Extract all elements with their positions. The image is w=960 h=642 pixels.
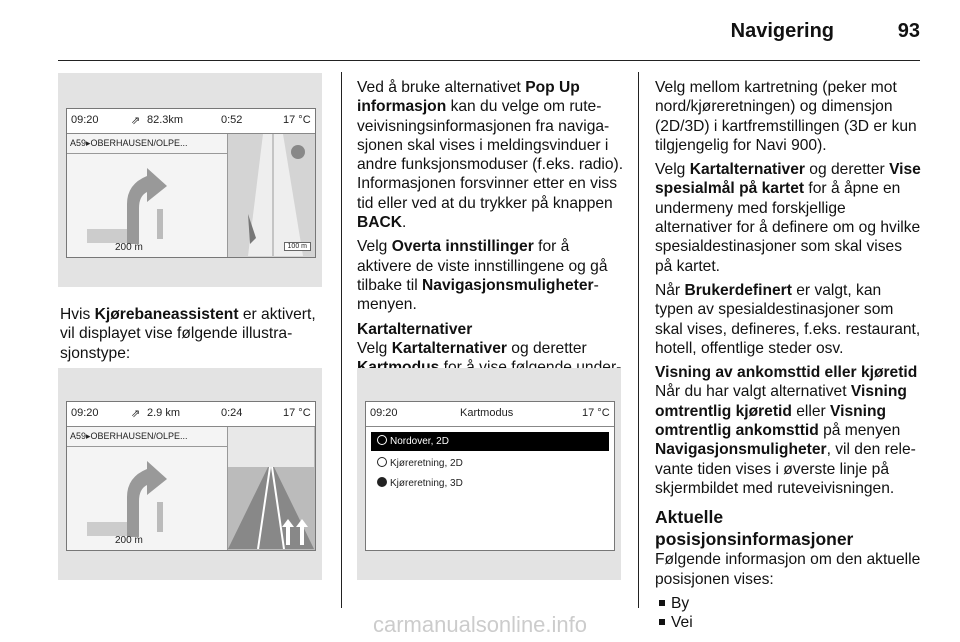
clock: 09:20 — [71, 114, 99, 126]
route-label: A59▸OBERHAUSEN/OLPE... — [67, 134, 227, 154]
radio-icon — [377, 435, 387, 445]
menu-option: Kjøreretning, 3D — [371, 474, 609, 493]
map-options-heading: Kartalternativer — [357, 320, 473, 338]
list-item: Vei — [655, 613, 923, 632]
radio-icon — [377, 457, 387, 467]
position-heading: Aktuelle posisjonsinformasjoner — [655, 507, 854, 550]
remaining-distance: 82.3km — [147, 114, 184, 126]
clock: 09:20 — [71, 407, 99, 419]
distance-icon: ⇗ — [131, 115, 141, 127]
kartmodus-screen — [365, 401, 615, 551]
lane-view-graphic — [228, 427, 314, 549]
temperature: 17 °C — [283, 114, 311, 126]
map-pane — [228, 134, 315, 257]
map-scale: 100 m — [284, 242, 311, 251]
distance-icon: ⇗ — [131, 408, 141, 420]
remaining-time: 0:24 — [221, 407, 243, 419]
lane-view — [228, 427, 315, 550]
remaining-time: 0:52 — [221, 114, 243, 126]
lane-assist-figure-2 — [58, 368, 322, 580]
menu-option: Kjøreretning, 2D — [371, 454, 609, 473]
col2-text — [357, 78, 627, 402]
arrival-paragraph: Når du har valgt alternativet Visning omtrentlig kjøretid eller Visning omtrentlig ankomsttid på menyen Navigasjonsmuligheter, vil den relevante tiden vises i øverste linje på skjermbildet med ruteveivisningen. — [655, 383, 916, 497]
footer-watermark: carmanualsonline.info — [372, 612, 588, 637]
map-mode-figure — [357, 368, 621, 580]
radio-icon — [377, 477, 387, 487]
route-label: A59▸OBERHAUSEN/OLPE... — [67, 427, 227, 447]
status-bar — [67, 109, 315, 134]
popup-paragraph: Ved å bruke alternativet Pop Up informasjon kan du velge om ruteveivisningsinformasjonen fra navigasjonen skal vises i meldingsvinduer i andre funksjonsmoduser (f.eks. radio). Informasjonen forsvinner etter en viss tid eller ved at du trykker på knappen BACK. — [357, 79, 624, 232]
remaining-distance: 2.9 km — [147, 407, 181, 419]
map-view — [228, 134, 314, 256]
temperature: 17 °C — [582, 407, 610, 419]
column-separator — [341, 72, 342, 608]
apply-settings-paragraph: Velg Overta innstillinger for å aktivere de viste innstillingene og gå tilbake til Navigasjonsmuligheter-menyen. — [357, 238, 608, 314]
position-paragraph: Følgende informasjon om den aktuelle posisjonen vises: — [655, 551, 921, 588]
menu-option-selected: Nordover, 2D — [371, 432, 609, 451]
status-bar — [67, 402, 315, 427]
lane-assist-figure-1 — [58, 73, 322, 287]
temperature: 17 °C — [283, 407, 311, 419]
user-defined-paragraph: Når Brukerdefinert er valgt, kan typen av spesialdestinasjoner som skal vises, defineres, f.eks. restaurant, hotell, offentlige steder osv. — [655, 281, 921, 357]
turn-distance: 200 m — [115, 535, 143, 546]
status-bar — [366, 402, 614, 427]
page-number: 93 — [897, 20, 920, 42]
col1-text — [60, 305, 330, 368]
page-header-title: Navigering — [730, 20, 834, 42]
poi-paragraph: Velg Kartalternativer og deretter Vise spesialmål på kartet for å åpne en undermeny med forskjellige alternativer for å definere om og hvilke spesialdestinasjoner som skal vises på kartet. — [655, 161, 921, 275]
nav-screen — [66, 108, 316, 258]
header-rule — [58, 60, 920, 61]
map-mode-paragraph: Velg Kartalternativer og deretter — [357, 339, 587, 357]
lane-assist-paragraph: Hvis Kjørebaneassistent er aktivert, vil displayet vise følgende illustrasjonstype: — [60, 306, 316, 362]
clock: 09:20 — [370, 407, 398, 419]
turn-distance: 200 m — [115, 242, 143, 253]
nav-screen — [66, 401, 316, 551]
orientation-paragraph: Velg mellom kartretning (peker mot nord/kjøreretningen) og dimensjon (2D/3D) i kartfremstillingen (3D er kun tilgjengelig for Navi 900). — [655, 79, 917, 154]
menu-title: Kartmodus — [460, 407, 514, 419]
list-item: By — [655, 594, 923, 613]
column-separator — [638, 72, 639, 608]
arrival-heading: Visning av ankomsttid eller kjøretid — [655, 364, 918, 382]
col3-text — [655, 78, 923, 632]
